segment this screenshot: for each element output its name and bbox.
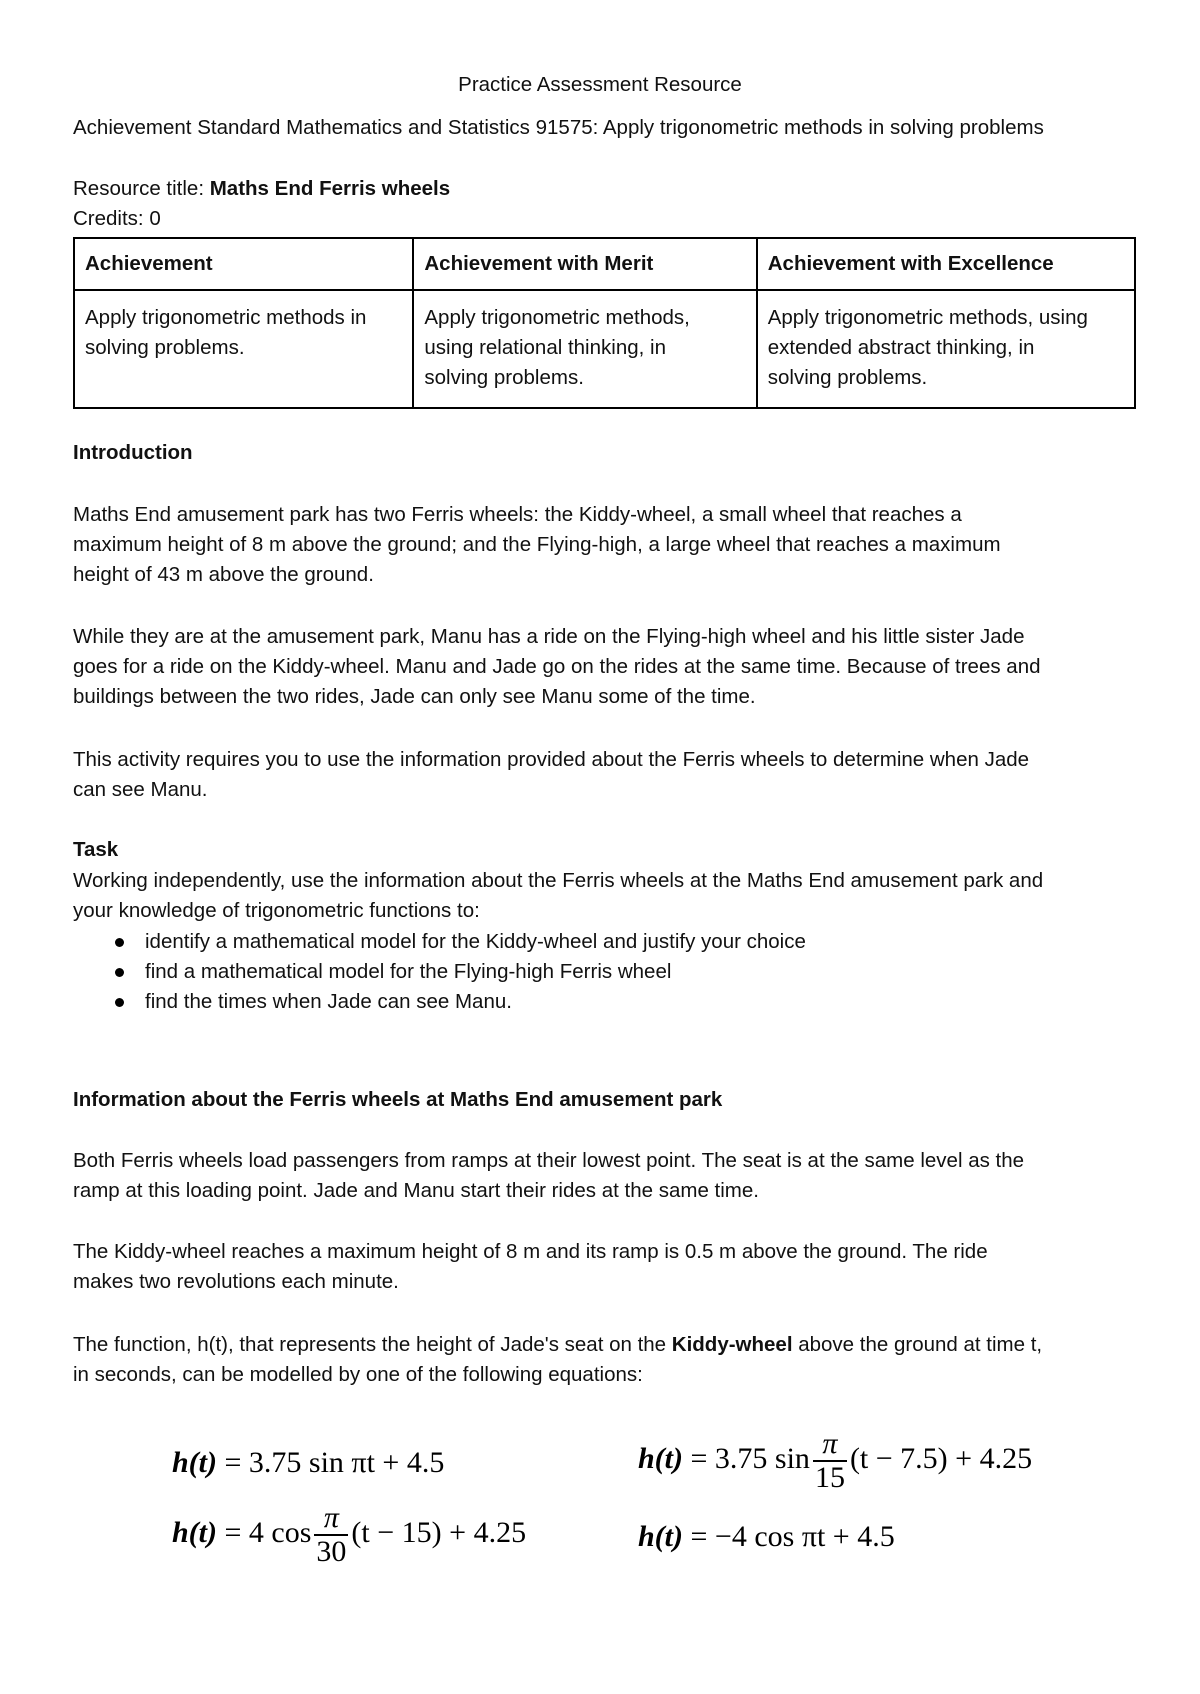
equation-option-1: h(t) = 3.75 sin πt + 4.5 [172,1446,445,1479]
info-paragraph-1: Both Ferris wheels load passengers from ramps at their lowest point. The seat is at the same level as the ramp at this loading point. Jade and Manu start their rides at the same time. [73,1149,1025,1202]
equation-option-2: h(t) = 3.75 sin $\frac{\pi}{15}$ (t − 7.5) + 4.25 [638,1427,1033,1494]
task-heading: Task [73,838,119,861]
kiddy-wheel-emphasis: Kiddy-wheel [671,1333,793,1356]
bullet-icon [115,998,124,1007]
introduction-paragraph-2: While they are at the amusement park, Manu has a ride on the Flying-high wheel and his little sister Jade goes for a ride on the Kiddy-wheel. Manu and Jade go on the rides at the same time. Because of trees and buildings between the two rides, Jade can only see Manu some of the time. [73,625,1041,708]
criteria-cell-achievement: Apply trigonometric methods in solving problems. [74,290,413,408]
info-paragraph-3: The function, h(t), that represents the height of Jade's seat on the Kiddy-wheel above the ground at time t, in seconds, can be modelled by one of the following equations: [73,1333,1043,1386]
criteria-header: Achievement [74,238,413,290]
bullet-icon [115,938,124,947]
criteria-table [73,237,1136,409]
equation-option-3: h(t) = 4 cos $\frac{\pi}{30}$ (t − 15) + 4.25 [172,1501,527,1568]
criteria-cell-merit: Apply trigonometric methods, using relational thinking, in solving problems. [413,290,756,408]
criteria-header-row [74,238,1135,290]
criteria-cell-excellence: Apply trigonometric methods, using extended abstract thinking, in solving problems. [757,290,1135,408]
credits: Credits: 0 [73,207,161,230]
bullet-icon [115,968,124,977]
fraction: $\frac{\pi}{30}$ [316,1501,347,1568]
fraction: $\frac{\pi}{15}$ [814,1427,845,1494]
task-bullet-list [73,927,806,1017]
introduction-heading: Introduction [73,441,193,464]
info-paragraph-2: The Kiddy-wheel reaches a maximum height of 8 m and its ramp is 0.5 m above the ground. The ride makes two revolutions each minute. [73,1240,988,1293]
equation-option-4: h(t) = −4 cos πt + 4.5 [638,1520,895,1553]
list-item: find the times when Jade can see Manu. [73,987,806,1017]
info-heading: Information about the Ferris wheels at Maths End amusement park [73,1088,723,1111]
list-item: find a mathematical model for the Flying-high Ferris wheel [73,957,806,987]
list-item: identify a mathematical model for the Kiddy-wheel and justify your choice [73,927,806,957]
criteria-header: Achievement with Excellence [757,238,1135,290]
criteria-body-row [74,290,1135,408]
achievement-standard: Achievement Standard Mathematics and Statistics 91575: Apply trigonometric methods in solving problems [73,116,1044,139]
document-title: Practice Assessment Resource [458,73,742,96]
introduction-paragraph-1: Maths End amusement park has two Ferris wheels: the Kiddy-wheel, a small wheel that reaches a maximum height of 8 m above the ground; and the Flying-high, a large wheel that reaches a maximum height of 43 m above the ground. [73,503,1001,586]
criteria-header: Achievement with Merit [413,238,756,290]
introduction-paragraph-3: This activity requires you to use the information provided about the Ferris wheels to determine when Jade can see Manu. [73,748,1030,801]
task-intro: Working independently, use the information about the Ferris wheels at the Maths End amusement park and your knowledge of trigonometric functions to: [73,869,1044,922]
resource-title-line [73,174,450,204]
resource-title: Maths End Ferris wheels [209,177,451,200]
resource-title-label: Resource title: [73,177,205,200]
